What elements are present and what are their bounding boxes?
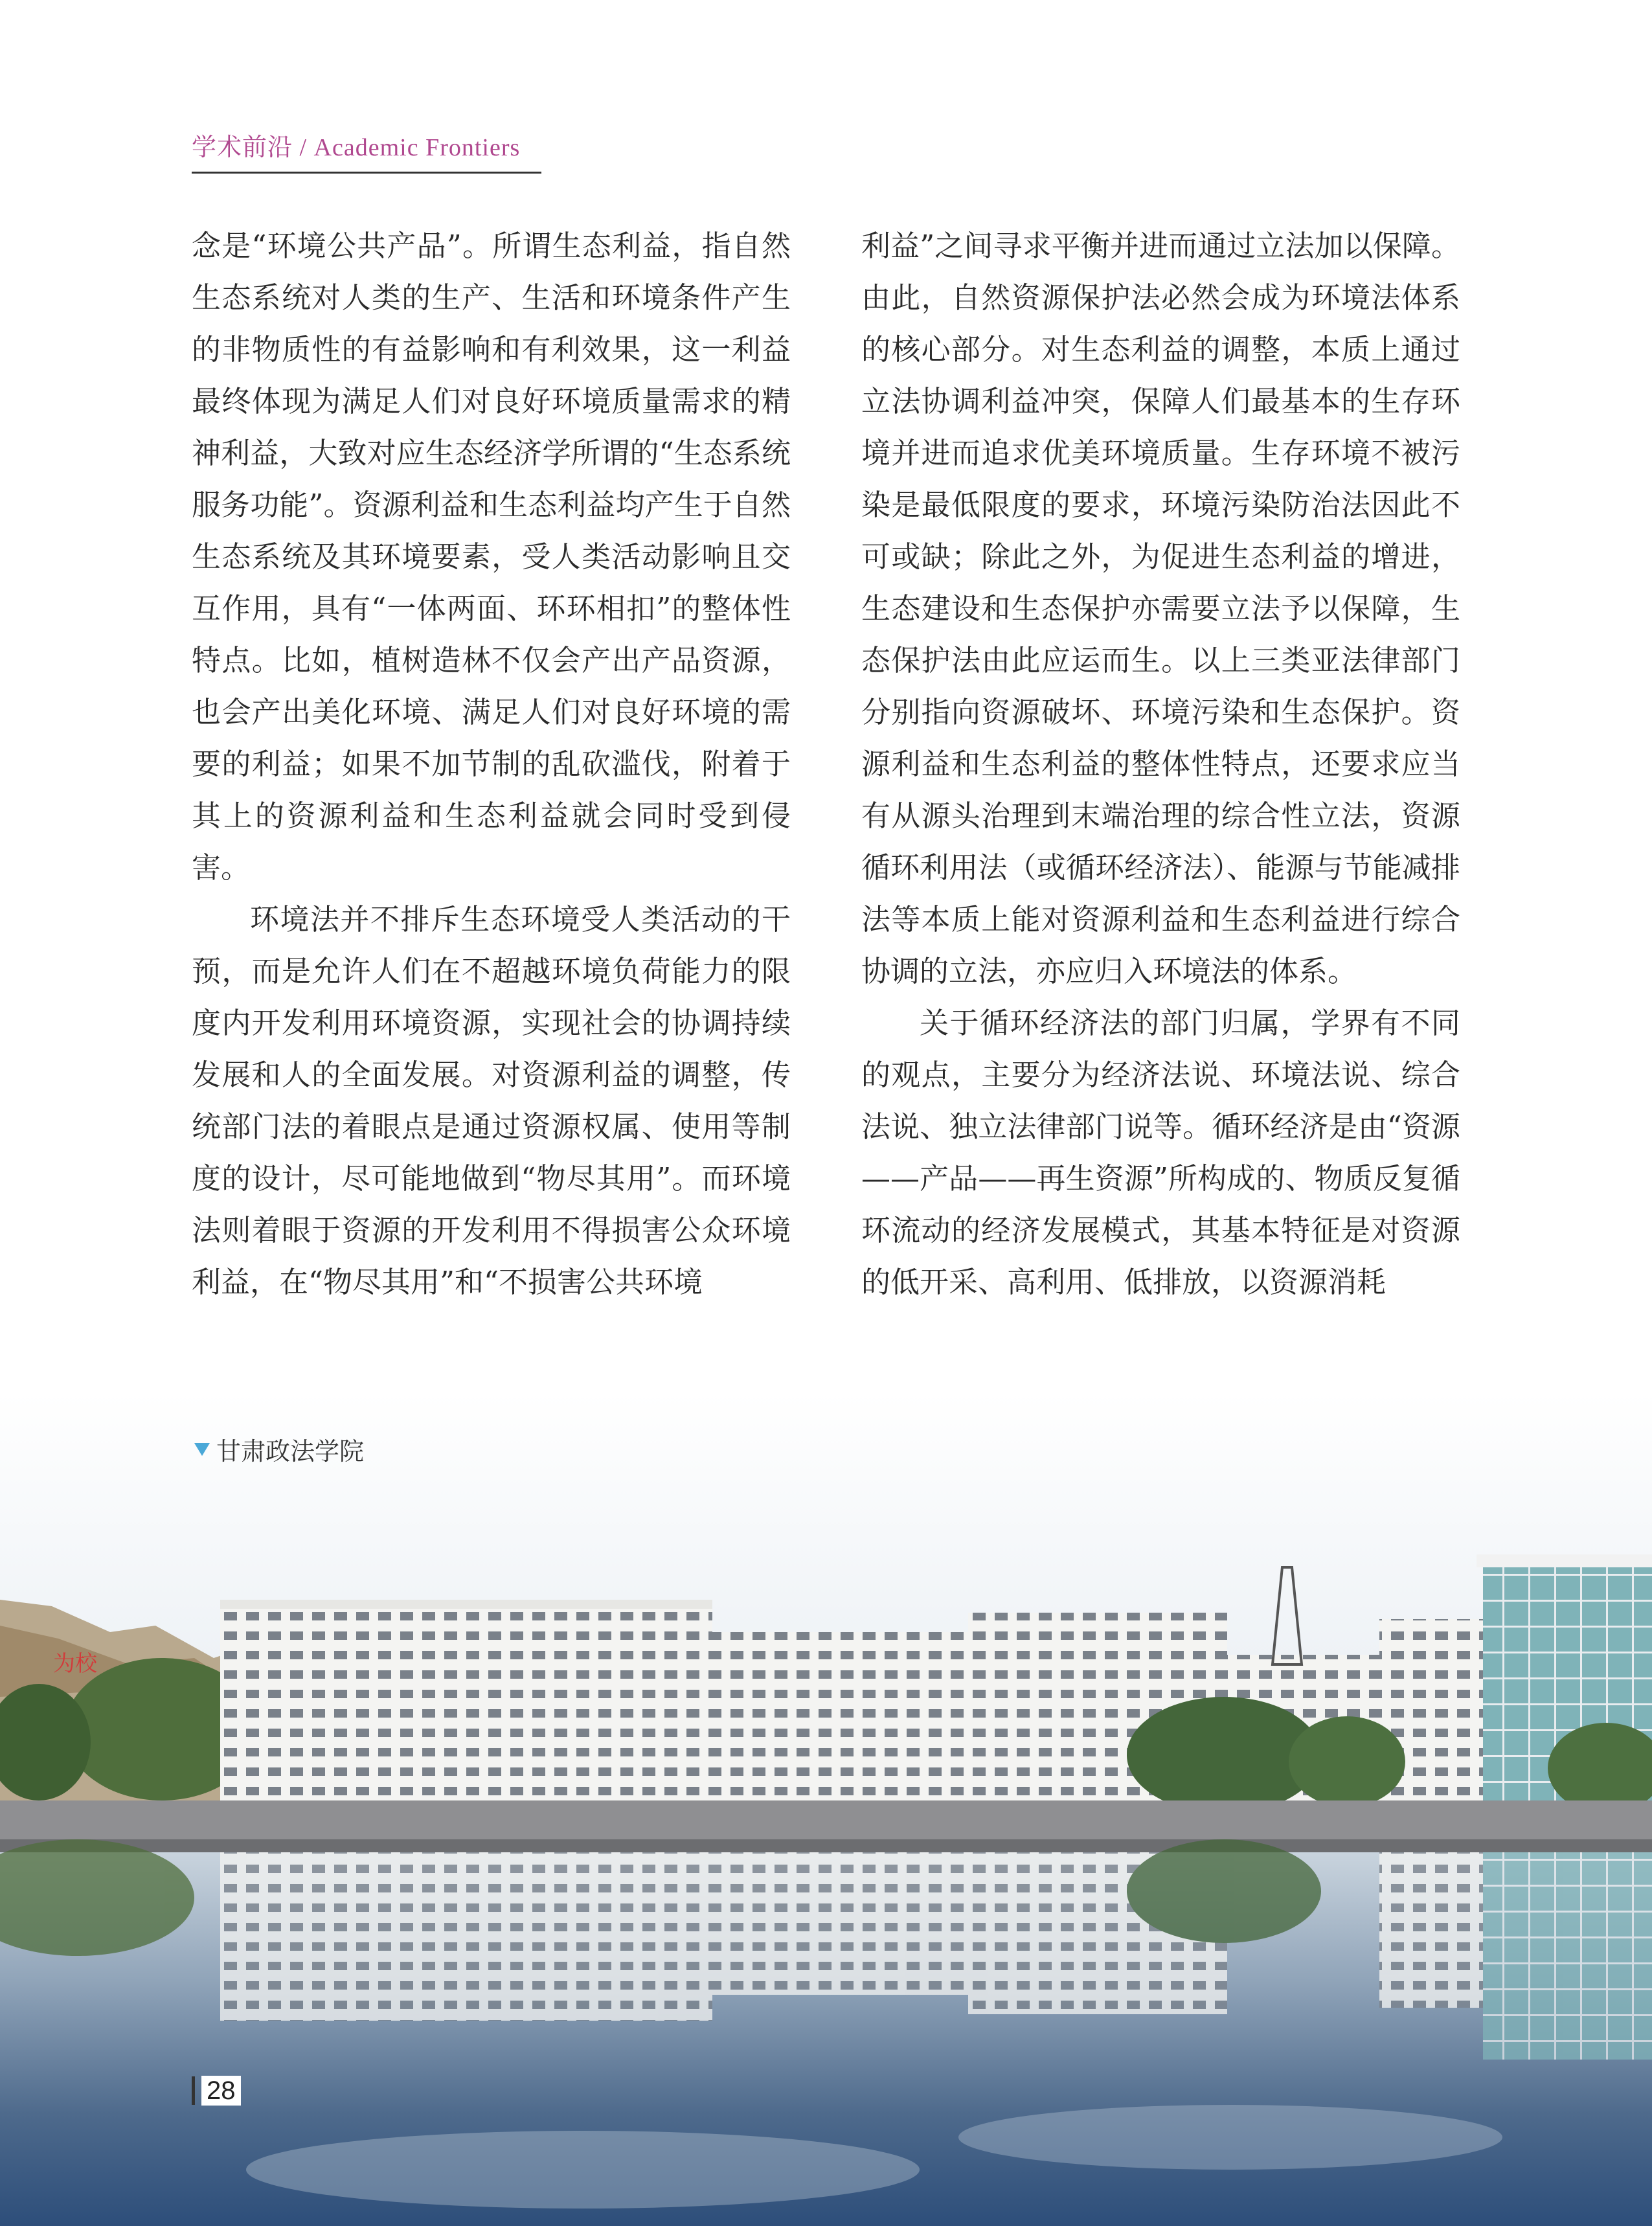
left-column — [192, 220, 791, 1308]
section-header: 学术前沿 / Academic Frontiers — [192, 127, 541, 174]
left-paragraph-2: 环境法并不排斥生态环境受人类活动的干预，而是允许人们在不超越环境负荷能力的限度内开发利用环境资源，实现社会的协调持续发展和人的全面发展。对资源利益的调整，传统部门法的着眼点是通过资源权属、使用等制度的设计，尽可能地做到“物尽其用”。而环境法则着眼于资源的开发利用不得损害公众环境利益，在“物尽其用”和“不损害公共环境 — [192, 902, 791, 1299]
photo-caption — [194, 1431, 364, 1467]
page-number-text: 28 — [201, 2076, 241, 2106]
right-column — [861, 220, 1460, 1308]
left-paragraph-1: 念是“环境公共产品”。所谓生态利益，指自然生态系统对人类的生产、生活和环境条件产生的非物质性的有益影响和有利效果，这一利益最终体现为满足人们对良好环境质量需求的精神利益，大致对应生态经济学所谓的“生态系统服务功能”。资源利益和生态利益均产生于自然生态系统及其环境要素，受人类活动影响且交互作用，具有“一体两面、环环相扣”的整体性特点。比如，植树造林不仅会产出产品资源，也会产出美化环境、满足人们对良好环境的需要的利益；如果不加节制的乱砍滥伐，附着于其上的资源利益和生态利益就会同时受到侵害。 — [192, 229, 791, 885]
hill-sign-text: 为校 — [53, 1651, 97, 1677]
right-paragraph-1: 利益”之间寻求平衡并进而通过立法加以保障。由此，自然资源保护法必然会成为环境法体系的核心部分。对生态利益的调整，本质上通过立法协调利益冲突，保障人们最基本的生存环境并进而追求优美环境质量。生存环境不被污染是最低限度的要求，环境污染防治法因此不可或缺；除此之外，为促进生态利益的增进，生态建设和生态保护亦需要立法予以保障，生态保护法由此应运而生。以上三类亚法律部门分别指向资源破坏、环境污染和生态保护。资源利益和生态利益的整体性特点，还要求应当有从源头治理到末端治理的综合性立法，资源循环利用法（或循环经济法）、能源与节能减排法等本质上能对资源利益和生态利益进行综合协调的立法，亦应归入环境法的体系。 — [861, 229, 1460, 988]
photo-caption-text: 甘肃政法学院 — [216, 1437, 365, 1466]
right-paragraph-2: 关于循环经济法的部门归属，学界有不同的观点，主要分为经济法说、环境法说、综合法说、独立法律部门说等。循环经济是由“资源——产品——再生资源”所构成的、物质反复循环流动的经济发展模式，其基本特征是对资源的低开采、高利用、低排放，以资源消耗 — [861, 1006, 1460, 1299]
triangle-marker-icon — [194, 1443, 210, 1456]
page-number-bar — [192, 2076, 195, 2105]
page-number — [192, 2076, 241, 2106]
campus-photo — [0, 1392, 1652, 2226]
